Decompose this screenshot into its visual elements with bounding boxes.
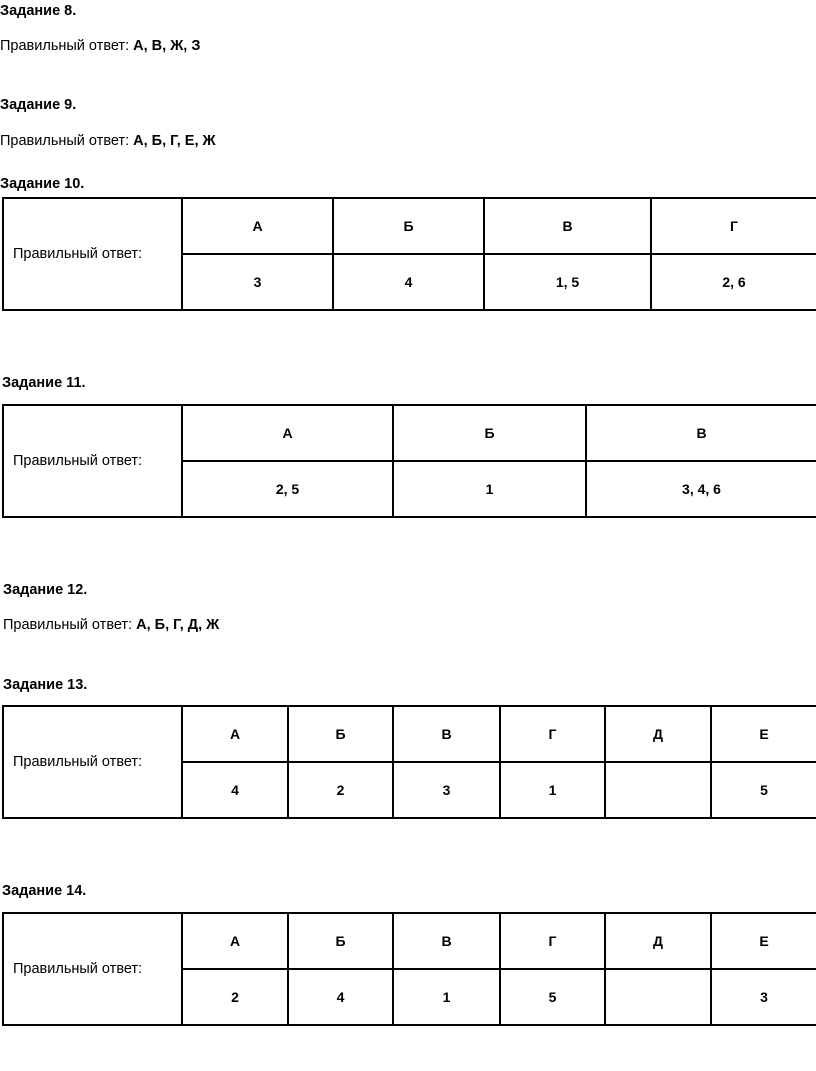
task-11-label: Правильный ответ: — [3, 405, 182, 517]
task-13-val-b: 2 — [288, 762, 393, 818]
task-8-answer — [0, 38, 200, 54]
task-11-key-a: А — [182, 405, 393, 461]
task-14-val-a: 2 — [182, 969, 288, 1025]
task-10-val-v: 1, 5 — [484, 254, 651, 310]
task-14-title: Задание 14. — [2, 883, 87, 899]
task-14-key-g: Г — [500, 913, 605, 969]
task-13-key-b: Б — [288, 706, 393, 762]
task-8-answer-value: А, В, Ж, З — [133, 38, 201, 54]
task-14-key-a: А — [182, 913, 288, 969]
task-10-table — [2, 197, 816, 311]
task-11-key-b: Б — [393, 405, 586, 461]
task-9-answer-value: А, Б, Г, Е, Ж — [133, 133, 216, 149]
task-13-val-e: 5 — [711, 762, 816, 818]
task-11-val-a: 2, 5 — [182, 461, 393, 517]
task-14-key-v: В — [393, 913, 500, 969]
task-11-val-b: 1 — [393, 461, 586, 517]
task-10-val-b: 4 — [333, 254, 484, 310]
task-12-answer — [3, 617, 219, 633]
task-13-key-a: А — [182, 706, 288, 762]
task-11-val-v: 3, 4, 6 — [586, 461, 816, 517]
answer-prefix: Правильный ответ: — [0, 133, 134, 149]
task-8-title: Задание 8. — [0, 3, 77, 19]
task-13-key-e: Е — [711, 706, 816, 762]
task-10-key-g: Г — [651, 198, 816, 254]
task-13-val-g: 1 — [500, 762, 605, 818]
task-14-val-d — [605, 969, 711, 1025]
task-10-key-b: Б — [333, 198, 484, 254]
task-13-val-v: 3 — [393, 762, 500, 818]
task-13-val-d — [605, 762, 711, 818]
answer-prefix: Правильный ответ: — [0, 38, 134, 54]
task-13-table — [2, 705, 816, 819]
task-12-answer-value: А, Б, Г, Д, Ж — [136, 617, 220, 633]
task-14-val-b: 4 — [288, 969, 393, 1025]
task-14-key-d: Д — [605, 913, 711, 969]
task-13-val-a: 4 — [182, 762, 288, 818]
task-9-answer — [0, 133, 216, 149]
task-14-val-e: 3 — [711, 969, 816, 1025]
task-13-title: Задание 13. — [3, 677, 88, 693]
task-14-key-b: Б — [288, 913, 393, 969]
task-14-val-g: 5 — [500, 969, 605, 1025]
task-10-label: Правильный ответ: — [3, 198, 182, 310]
task-13-key-v: В — [393, 706, 500, 762]
task-13-key-d: Д — [605, 706, 711, 762]
task-11-key-v: В — [586, 405, 816, 461]
task-10-val-g: 2, 6 — [651, 254, 816, 310]
task-9-title: Задание 9. — [0, 97, 77, 113]
task-10-val-a: 3 — [182, 254, 333, 310]
task-10-title: Задание 10. — [0, 176, 85, 192]
task-14-label: Правильный ответ: — [3, 913, 182, 1025]
task-11-table — [2, 404, 816, 518]
task-13-key-g: Г — [500, 706, 605, 762]
task-10-key-a: А — [182, 198, 333, 254]
answer-prefix: Правильный ответ: — [3, 617, 137, 633]
task-13-label: Правильный ответ: — [3, 706, 182, 818]
task-12-title: Задание 12. — [3, 582, 88, 598]
task-10-key-v: В — [484, 198, 651, 254]
task-14-key-e: Е — [711, 913, 816, 969]
task-14-val-v: 1 — [393, 969, 500, 1025]
task-11-title: Задание 11. — [2, 375, 86, 391]
task-14-table — [2, 912, 816, 1026]
